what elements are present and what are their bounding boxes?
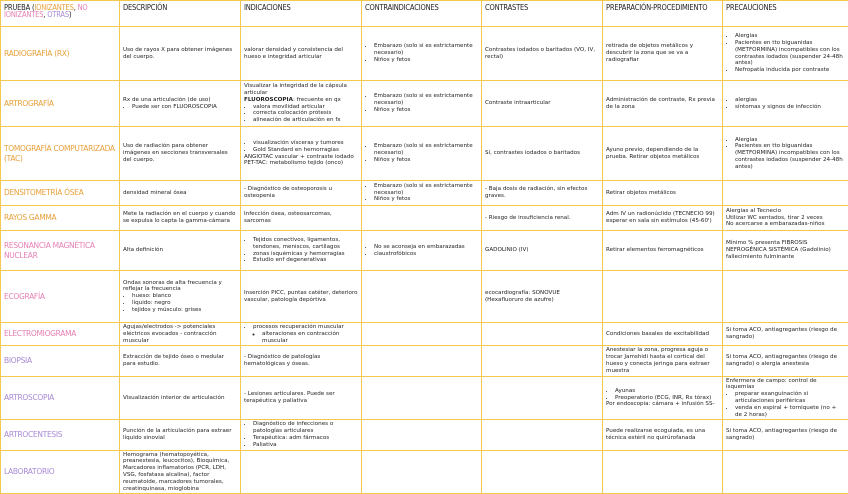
- header-prueba: PRUEBA (IONIZANTES, NO IONIZANTES, OTRAS): [1, 1, 120, 27]
- list-item: • claustrofóbicos: [374, 251, 478, 258]
- description-text: Punción de la articulación para extraer líquido sinovial: [123, 428, 237, 442]
- description-cell: [120, 323, 241, 346]
- test-name-cell: [1, 81, 120, 127]
- list-item: • Puede ser con FLUOROSCOPIA: [132, 104, 237, 111]
- preparation-cell: [603, 127, 723, 181]
- contrasts-text: ecocardiografía: SONOVUE (Hexafluoruro de azufre): [485, 290, 599, 304]
- table-row: [1, 181, 848, 206]
- precautions-cell: [723, 271, 848, 323]
- table-row: [1, 376, 848, 420]
- preparation-cell: [603, 206, 723, 231]
- indications-text: - Lesiones articulares. Puede ser terapéutica y paliativa: [244, 391, 358, 405]
- list-item: • zonas isquémicas y hemorragias: [253, 251, 358, 258]
- precautions-cell: [723, 231, 848, 271]
- description-text: Visualización interior de articulación: [123, 395, 237, 402]
- contraindications-list: [365, 43, 478, 63]
- description-text: Rx de una articulación (de uso): [123, 97, 237, 104]
- header-contraindicaciones: CONTRAINDICACIONES: [362, 1, 482, 27]
- contraindications-cell: [362, 420, 482, 450]
- table-row: [1, 231, 848, 271]
- list-item: • Ayunas: [615, 388, 719, 395]
- test-name: RAYOS GAMMA: [4, 213, 56, 222]
- list-item: • Tejidos conectivos, ligamentos, tendones, meniscos, cartílagos: [253, 237, 358, 251]
- list-item: • Niños y fetos: [374, 196, 478, 203]
- list-item: • Alergias: [735, 33, 845, 40]
- list-item: • Alergias: [735, 137, 845, 144]
- list-item: • tejidos y músculo: grises: [132, 307, 237, 314]
- list-item: • venda en espiral + torniquete (no + de 2 horas): [735, 405, 845, 419]
- contrasts-cell: [482, 231, 603, 271]
- list-item: • visualización vísceras y tumores: [253, 140, 358, 147]
- preparation-cell: [603, 376, 723, 420]
- precautions-cell: [723, 323, 848, 346]
- contraindications-cell: [362, 450, 482, 494]
- preparation-cell: [603, 181, 723, 206]
- list-item: • No se aconseja en embarazadas: [374, 244, 478, 251]
- preparation-text: Administración de contraste, Rx previa de la zona: [606, 97, 719, 111]
- preparation-extra: Por endoscopia: cámara + infusión SS-: [606, 401, 719, 408]
- list-item: • Embarazo (solo si es estrictamente necesario): [374, 43, 478, 57]
- description-list: [123, 293, 237, 313]
- description-cell: [120, 81, 241, 127]
- indications-text: Infección ósea, osteosarcomas, sarcomas: [244, 211, 358, 225]
- indications-bold-rest: : frecuente en qx: [293, 97, 341, 103]
- test-name-cell: [1, 323, 120, 346]
- preparation-text: Anestesiar la zona, progresa aguja o trocar Jamshidi hasta el cortical del hueso y conecta jeringa para extraer muestra: [606, 347, 719, 374]
- indications-bold: FLUOROSCOPIA: [244, 97, 293, 103]
- table-row: [1, 271, 848, 323]
- list-item: • Niños y fetos: [374, 57, 478, 64]
- contraindications-cell: [362, 231, 482, 271]
- precautions-cell: [723, 27, 848, 81]
- header-row: [1, 1, 848, 27]
- preparation-text: Adm IV un radionúclido (TECNECIO 99) esperar en sala sin estímulos (45-60'): [606, 211, 719, 225]
- indications-text: - Diagnóstico de patologías hematológicas y óseas.: [244, 354, 358, 368]
- contrasts-cell: [482, 81, 603, 127]
- contraindications-cell: [362, 206, 482, 231]
- precautions-text: fallecimiento fulminante: [726, 254, 845, 261]
- indications-cell: [241, 231, 362, 271]
- indications-text: Visualizar la integridad de la cápsula articular: [244, 83, 358, 97]
- precautions-text: Mínimo % presenta FIBROSIS NEFROGÉNICA SISTÉMICA (Gadolinio): [726, 240, 845, 254]
- description-text: densidad mineral ósea: [123, 190, 237, 197]
- contrasts-cell: [482, 420, 603, 450]
- preparation-text: Puede realizarse ecoguiada, es una técnica estéril no quirúrofanada: [606, 428, 719, 442]
- description-text: Uso de radiación para obtener imágenes en secciones transversales del cuerpo.: [123, 143, 237, 163]
- test-name: RESONANCIA MAGNÉTICA NUCLEAR: [4, 241, 95, 260]
- list-item: • Estudio enf degenerativas: [253, 257, 358, 264]
- precautions-cell: [723, 346, 848, 376]
- contrasts-cell: [482, 271, 603, 323]
- test-name: RADIOGRAFÍA (RX): [4, 49, 69, 58]
- precautions-list: [726, 33, 845, 74]
- preparation-cell: [603, 231, 723, 271]
- precautions-list: [726, 137, 845, 171]
- list-item: • Pacientes en tto biguanidas (METFORMINA) incompatibles con los contrastes iodados (suspender 24-48h antes): [735, 143, 845, 170]
- indications-list: [244, 421, 358, 448]
- header-descripcion: DESCRIPCIÓN: [120, 1, 241, 27]
- preparation-text: Ayuno previo, dependiendo de la prueba. Retirar objetos metálicos: [606, 147, 719, 161]
- list-item: ◦ alteraciones en contracción muscular: [262, 331, 358, 345]
- list-item: • Preoperatorio (ECG, INR, Rx tórax): [615, 395, 719, 402]
- indications-cell: [241, 81, 362, 127]
- contrasts-text: GADOLINIO (IV): [485, 247, 599, 254]
- description-text: Agujas/electrodos -> potenciales eléctricos evocados - contracción muscular: [123, 324, 237, 344]
- list-item: • hueso: blanco: [132, 293, 237, 300]
- contrasts-text: - Baja dosis de radiación, sin efectos graves.: [485, 186, 599, 200]
- description-list: [123, 104, 237, 111]
- contraindications-cell: [362, 181, 482, 206]
- contrasts-cell: [482, 323, 603, 346]
- contrasts-cell: [482, 206, 603, 231]
- indications-list: [244, 324, 358, 344]
- contrasts-cell: [482, 450, 603, 494]
- preparation-text: retirada de objetos metálicos y descubrir la zona que se va a radiografiar: [606, 43, 719, 63]
- table-row: [1, 206, 848, 231]
- contrasts-cell: [482, 346, 603, 376]
- test-name-cell: [1, 206, 120, 231]
- list-item: • Nefropatía inducida por contraste: [735, 67, 845, 74]
- table-row: [1, 450, 848, 494]
- contraindications-cell: [362, 346, 482, 376]
- list-item: • preparar exanguinación si articulaciones periféricas: [735, 391, 845, 405]
- list-item: • Niños y fetos: [374, 157, 478, 164]
- test-name-cell: [1, 231, 120, 271]
- table-row: [1, 346, 848, 376]
- precautions-text: Si toma ACO, antiagregantes (riesgo de sangrado): [726, 327, 845, 341]
- test-name: ARTROSCOPIA: [4, 393, 54, 402]
- test-name: BIOPSIA: [4, 356, 32, 365]
- test-name-cell: [1, 181, 120, 206]
- precautions-cell: [723, 206, 848, 231]
- description-cell: [120, 206, 241, 231]
- preparation-cell: [603, 450, 723, 494]
- test-name-cell: [1, 450, 120, 494]
- precautions-cell: [723, 181, 848, 206]
- precautions-cell: [723, 420, 848, 450]
- test-name: ARTROCENTESIS: [4, 430, 62, 439]
- contraindications-list: [365, 183, 478, 203]
- description-cell: [120, 127, 241, 181]
- contraindications-cell: [362, 323, 482, 346]
- contrasts-text: Sí, contrastes iodados o baritados: [485, 150, 599, 157]
- indications-cell: [241, 27, 362, 81]
- table-row: [1, 27, 848, 81]
- test-name: ARTROGRAFÍA: [4, 99, 54, 108]
- contrasts-cell: [482, 27, 603, 81]
- contraindications-list: [365, 143, 478, 163]
- header-precauciones: PRECAUCIONES: [723, 1, 848, 27]
- list-item: • Embarazo (solo si es estrictamente necesario): [374, 143, 478, 157]
- description-text: Ondas sonoras de alta frecuencia y reflejar la frecuencia: [123, 280, 237, 294]
- test-name-cell: [1, 420, 120, 450]
- description-text: Uso de rayos X para obtener imágenes del cuerpo.: [123, 47, 237, 61]
- test-name: DENSITOMETRÍA ÓSEA: [4, 188, 83, 197]
- indications-extra: PET-TAC: metabolismo tejido (onco): [244, 160, 358, 167]
- description-cell: [120, 420, 241, 450]
- precautions-text: Si toma ACO, antiagregantes (riesgo de sangrado) o alergia anestesia: [726, 354, 845, 368]
- test-name-cell: [1, 27, 120, 81]
- list-item: • Gold Standard en hemorragias: [253, 147, 358, 154]
- contraindications-list: [365, 93, 478, 113]
- list-item: • procesos recuperación muscular ◦ alteraciones en contracción muscular: [253, 324, 358, 344]
- list-item: • Embarazo (solo si es estrictamente necesario): [374, 93, 478, 107]
- indications-cell: [241, 376, 362, 420]
- list-item: • alergias: [735, 97, 845, 104]
- description-cell: [120, 346, 241, 376]
- indications-sublist: [253, 331, 358, 345]
- indications-cell: [241, 346, 362, 376]
- precautions-cell: [723, 127, 848, 181]
- precautions-text: Enfermera de campo: control de isquemias: [726, 378, 845, 392]
- indications-list: [244, 237, 358, 264]
- indications-text: valorar densidad y consistencia del hueso e integridad articular: [244, 47, 358, 61]
- preparation-cell: [603, 271, 723, 323]
- test-name-cell: [1, 346, 120, 376]
- preparation-cell: [603, 81, 723, 127]
- description-text: Extracción de tejido óseo o medular para estudio.: [123, 354, 237, 368]
- test-name: TOMOGRAFÍA COMPUTARIZADA (TAC): [4, 144, 115, 163]
- indications-cell: [241, 127, 362, 181]
- contrasts-text: Contrastes iodados o baritados (VO, IV, rectal): [485, 47, 599, 61]
- header-indicaciones: INDICACIONES: [241, 1, 362, 27]
- precautions-list: [726, 391, 845, 418]
- contrasts-cell: [482, 376, 603, 420]
- description-cell: [120, 376, 241, 420]
- description-text: Alta definición: [123, 247, 237, 254]
- list-item: • Niños y fetos: [374, 107, 478, 114]
- list-item: • líquido: negro: [132, 300, 237, 307]
- description-cell: [120, 231, 241, 271]
- test-name: LABORATORIO: [4, 467, 54, 476]
- table-row: [1, 323, 848, 346]
- indications-cell: [241, 450, 362, 494]
- test-name: ELECTROMIOGRAMA: [4, 329, 76, 338]
- indications-extra: ANGIOTAC vascular + contraste iodado: [244, 154, 358, 161]
- list-item: • alineación de articulación en fx: [253, 117, 358, 124]
- contrasts-cell: [482, 181, 603, 206]
- indications-text: - Diagnóstico de osteoporosis u osteopenia: [244, 186, 358, 200]
- indications-cell: [241, 323, 362, 346]
- list-item: • Pacientes en tto biguanidas (METFORMINA) incompatibles con los contrastes iodados (suspender 24-48h antes): [735, 40, 845, 67]
- indications-cell: [241, 206, 362, 231]
- contraindications-cell: [362, 376, 482, 420]
- preparation-cell: [603, 420, 723, 450]
- header-contrastes: CONTRASTES: [482, 1, 603, 27]
- indications-bold-line: [244, 97, 358, 104]
- indications-cell: [241, 271, 362, 323]
- precautions-cell: [723, 450, 848, 494]
- description-cell: [120, 271, 241, 323]
- description-cell: [120, 181, 241, 206]
- contraindications-list: [365, 244, 478, 258]
- indications-list: [244, 104, 358, 124]
- contrasts-cell: [482, 127, 603, 181]
- contraindications-cell: [362, 27, 482, 81]
- precautions-text: No acercarse a embarazadas-niños: [726, 221, 845, 228]
- description-text: Hemograma (hematopoyética, preanestesia, leucocitos), Bioquímica, Marcadores inflamatorios (PCR, LDH, VSG, fosfatasa alcalina), factor reumatoide, marcadores tumorales, creatinquinasa, mioglobina: [123, 452, 237, 493]
- contrasts-text: - Riesgo de insuficiencia renal.: [485, 215, 599, 222]
- indications-list: [244, 140, 358, 154]
- list-item: • síntomas y signos de infección: [735, 104, 845, 111]
- test-name-cell: [1, 127, 120, 181]
- list-item: • correcta colocación prótesis: [253, 110, 358, 117]
- precautions-text: Alergias al Tecnecio: [726, 208, 845, 215]
- contraindications-cell: [362, 127, 482, 181]
- list-item: • Paliativa: [253, 442, 358, 449]
- preparation-cell: [603, 27, 723, 81]
- list-item: • valora movilidad articular: [253, 104, 358, 111]
- table-body: [1, 27, 848, 494]
- preparation-text: Condiciones basales de excitabilidad: [606, 331, 719, 338]
- precautions-list: [726, 97, 845, 111]
- preparation-text: Retirar elementos ferromagnéticos: [606, 247, 719, 254]
- description-cell: [120, 27, 241, 81]
- description-text: Mete la radiación en el cuerpo y cuando se expulsa lo capta la gamma-cámara: [123, 211, 237, 225]
- contraindications-cell: [362, 81, 482, 127]
- test-name-cell: [1, 376, 120, 420]
- contraindications-cell: [362, 271, 482, 323]
- preparation-text: Retirar objetos metálicos: [606, 190, 719, 197]
- indications-text: Inserción PICC, puntas catéter, deterioro vascular, patología depórtiva: [244, 290, 358, 304]
- description-cell: [120, 450, 241, 494]
- precautions-text: Utilizar WC sentados, tirar 2 veces: [726, 215, 845, 222]
- table-row: [1, 127, 848, 181]
- contrasts-text: Contraste intraarticular: [485, 100, 599, 107]
- test-name: ECOGRAFÍA: [4, 292, 45, 301]
- list-item: • Diagnóstico de infecciones o patologías articulares: [253, 421, 358, 435]
- precautions-cell: [723, 376, 848, 420]
- indications-cell: [241, 420, 362, 450]
- indications-cell: [241, 181, 362, 206]
- list-item: • Embarazo (solo si es estrictamente necesario): [374, 183, 478, 197]
- table-row: [1, 81, 848, 127]
- test-name-cell: [1, 271, 120, 323]
- preparation-list: [606, 388, 719, 402]
- preparation-cell: [603, 323, 723, 346]
- header-preparacion: PREPARACIÓN-PROCEDIMIENTO: [603, 1, 723, 27]
- list-item: • Terapéutica: adm fármacos: [253, 435, 358, 442]
- precautions-cell: [723, 81, 848, 127]
- precautions-text: Si toma ACO, antiagregantes (riesgo de sangrado): [726, 428, 845, 442]
- preparation-cell: [603, 346, 723, 376]
- table-row: [1, 420, 848, 450]
